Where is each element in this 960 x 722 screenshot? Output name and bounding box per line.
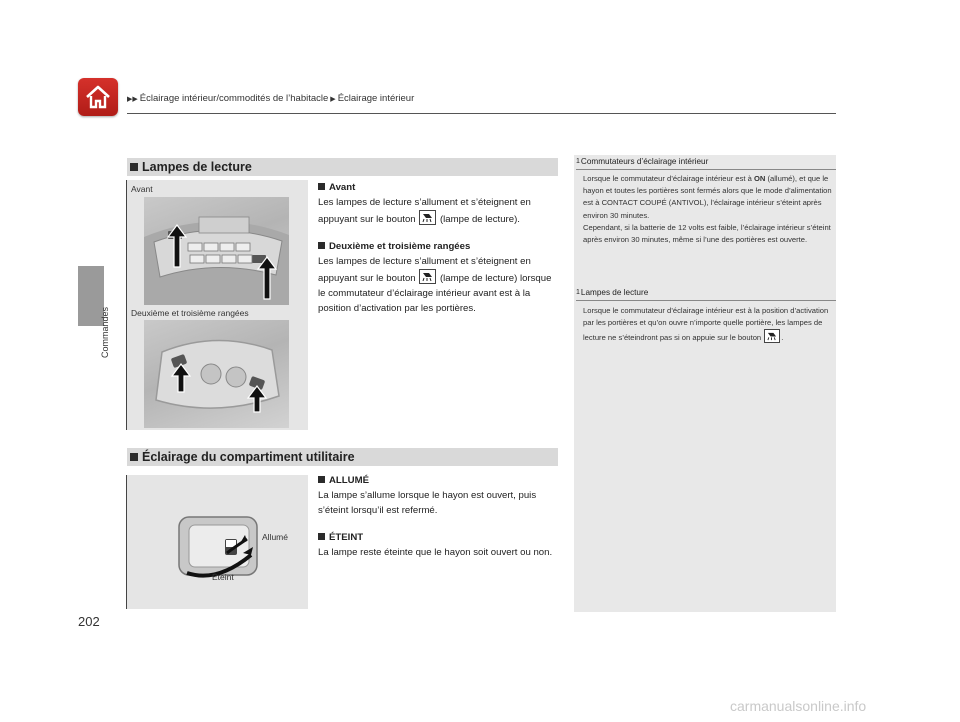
section-heading-reading-lamps: Lampes de lecture bbox=[127, 158, 558, 176]
breadcrumb-link-cabin[interactable]: Éclairage intérieur/commodités de l’habitacle bbox=[139, 93, 329, 104]
home-icon bbox=[84, 83, 112, 111]
reading-lamps-text bbox=[318, 180, 558, 316]
breadcrumb bbox=[127, 93, 414, 104]
note-title-reading-lamps[interactable]: 1Lampes de lecture bbox=[576, 288, 649, 297]
reading-lamp-button-icon bbox=[419, 269, 436, 284]
chapter-label: Commandes bbox=[100, 306, 110, 358]
rear-lamp-photo bbox=[144, 320, 289, 428]
note-divider bbox=[576, 169, 836, 170]
cargo-light-text bbox=[318, 473, 558, 560]
note-title-interior-switches[interactable]: 1Commutateurs d’éclairage intérieur bbox=[576, 157, 709, 166]
header-divider bbox=[127, 113, 836, 114]
figure-label-on: Allumé bbox=[262, 532, 288, 542]
reading-lamp-button-icon bbox=[764, 329, 780, 343]
figure-label-rear: Deuxième et troisième rangées bbox=[131, 308, 249, 318]
section-heading-cargo-light: Éclairage du compartiment utilitaire bbox=[127, 448, 558, 466]
on-heading: ALLUMÉ bbox=[318, 473, 558, 488]
rear-description: Les lampes de lecture s’allument et s’éteignent en appuyant sur le bouton (lampe de lecture) lorsque le commutateur d’éclairage intérieur avant est à la position d’activation par les portières. bbox=[318, 256, 552, 314]
subsection-bullet-icon bbox=[318, 183, 325, 190]
watermark: carmanualsonline.info bbox=[730, 698, 867, 714]
front-description: Les lampes de lecture s’allument et s’éteignent en appuyant sur le bouton (lampe de lecture). bbox=[318, 197, 531, 225]
rear-heading: Deuxième et troisième rangées bbox=[318, 239, 558, 254]
figure-label-off: Éteint bbox=[212, 572, 234, 582]
subsection-bullet-icon bbox=[318, 242, 325, 249]
on-description: La lampe s’allume lorsque le hayon est ouvert, puis s’éteint lorsqu’il est refermé. bbox=[318, 490, 537, 516]
breadcrumb-arrow: ▶▶ bbox=[127, 96, 138, 103]
page-number: 202 bbox=[78, 614, 100, 629]
note-text-interior-switches: Lorsque le commutateur d’éclairage intérieur est à ON (allumé), et que le hayon et toutes les portières sont fermés alors que le mode d’alimentation est à CONTACT COUPÉ (ANTIVOL), l’éclairage intérieur s’éteint après environ 30 minutes. Cependant, si la batterie de 12 volts est faible, l’éclairage intérieur s’éteint après environ 30 minutes, même si l’une des portières est ouverte. bbox=[583, 174, 832, 245]
off-description: La lampe reste éteinte que le hayon soit ouvert ou non. bbox=[318, 547, 553, 558]
front-heading: Avant bbox=[318, 180, 558, 195]
breadcrumb-link-interior-lights[interactable]: Éclairage intérieur bbox=[337, 93, 415, 104]
reading-lamp-button-icon bbox=[419, 210, 436, 225]
note-divider bbox=[576, 300, 836, 301]
front-console-photo bbox=[144, 197, 289, 305]
note-text-reading-lamps: Lorsque le commutateur d’éclairage intérieur est à la position d’activation par les portières et qu’on ouvre n’importe quelle portière, les lampes de lecture ne s’éteindront pas si on appuie sur le bouton . bbox=[583, 306, 829, 343]
section-bullet-icon bbox=[130, 453, 138, 461]
figure-label-front: Avant bbox=[131, 184, 153, 194]
breadcrumb-arrow: ▶ bbox=[330, 96, 336, 103]
home-button[interactable] bbox=[78, 78, 118, 116]
subsection-bullet-icon bbox=[318, 533, 325, 540]
figure-cargo-light bbox=[126, 475, 308, 609]
off-heading: ÉTEINT bbox=[318, 530, 558, 545]
subsection-bullet-icon bbox=[318, 476, 325, 483]
section-bullet-icon bbox=[130, 163, 138, 171]
